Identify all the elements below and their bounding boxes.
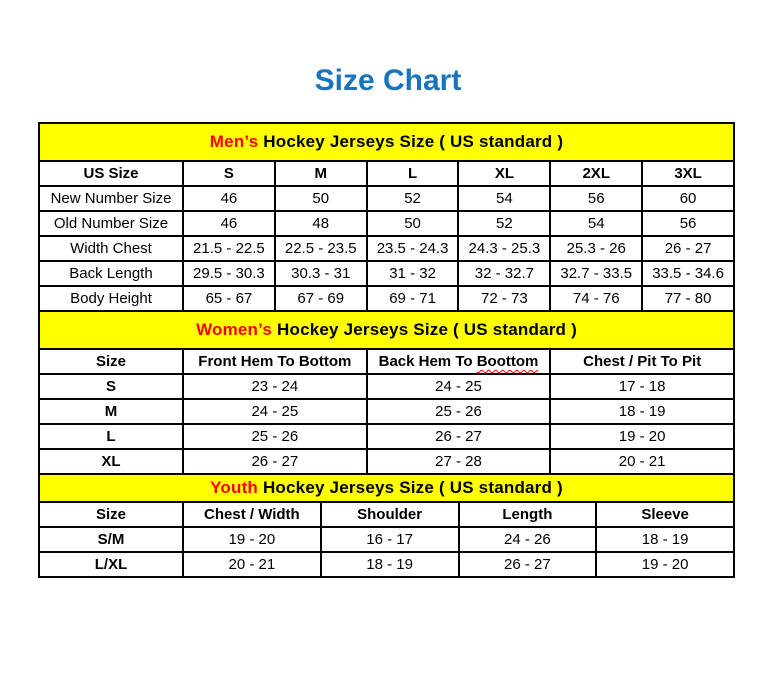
row-label: Width Chest (39, 236, 183, 261)
size-value-cell: 46 (183, 186, 275, 211)
table-row (39, 374, 734, 399)
section-title-highlight: Men’s (209, 132, 259, 151)
size-value-cell: 48 (275, 211, 367, 236)
column-header: 3XL (642, 161, 734, 186)
column-header: S (183, 161, 275, 186)
table-row (39, 527, 734, 552)
column-header-row (39, 161, 734, 186)
column-header: Size (39, 502, 183, 527)
size-value-cell: 52 (367, 186, 459, 211)
size-value-cell: 16 - 17 (321, 527, 459, 552)
section-header-row (39, 311, 734, 349)
youth-size-table (38, 473, 735, 578)
row-label: L/XL (39, 552, 183, 577)
table-row (39, 236, 734, 261)
section-title-highlight: Youth (210, 478, 259, 497)
size-value-cell: 50 (367, 211, 459, 236)
table-row (39, 286, 734, 311)
size-value-cell: 20 - 21 (550, 449, 734, 474)
size-value-cell: 60 (642, 186, 734, 211)
table-row (39, 449, 734, 474)
size-value-cell: 26 - 27 (642, 236, 734, 261)
table-row (39, 399, 734, 424)
size-value-cell: 67 - 69 (275, 286, 367, 311)
size-value-cell: 29.5 - 30.3 (183, 261, 275, 286)
size-value-cell: 65 - 67 (183, 286, 275, 311)
size-value-cell: 19 - 20 (550, 424, 734, 449)
size-value-cell: 69 - 71 (367, 286, 459, 311)
size-value-cell: 30.3 - 31 (275, 261, 367, 286)
table-row (39, 424, 734, 449)
size-value-cell: 54 (550, 211, 642, 236)
size-value-cell: 26 - 27 (367, 424, 551, 449)
row-label: Back Length (39, 261, 183, 286)
section-title-rest: Hockey Jerseys Size ( US standard ) (272, 320, 577, 339)
size-value-cell: 19 - 20 (183, 527, 321, 552)
size-value-cell: 25.3 - 26 (550, 236, 642, 261)
mens-section-header (39, 123, 734, 161)
size-value-cell: 18 - 19 (596, 527, 734, 552)
size-value-cell: 56 (642, 211, 734, 236)
column-header-row (39, 349, 734, 374)
row-label: Old Number Size (39, 211, 183, 236)
size-value-cell: 26 - 27 (459, 552, 597, 577)
row-label: M (39, 399, 183, 424)
column-header: M (275, 161, 367, 186)
table-row (39, 552, 734, 577)
size-value-cell: 74 - 76 (550, 286, 642, 311)
size-value-cell: 25 - 26 (183, 424, 367, 449)
size-value-cell: 25 - 26 (367, 399, 551, 424)
size-chart (38, 122, 735, 578)
size-value-cell: 19 - 20 (596, 552, 734, 577)
column-header: Back Hem To Boottom (367, 349, 551, 374)
youth-section-header (39, 474, 734, 502)
size-value-cell: 31 - 32 (367, 261, 459, 286)
column-header: L (367, 161, 459, 186)
column-header: US Size (39, 161, 183, 186)
row-label: S/M (39, 527, 183, 552)
row-label: L (39, 424, 183, 449)
row-label: XL (39, 449, 183, 474)
size-value-cell: 32.7 - 33.5 (550, 261, 642, 286)
table-row (39, 186, 734, 211)
section-title-rest: Hockey Jerseys Size ( US standard ) (258, 478, 563, 497)
column-header: Front Hem To Bottom (183, 349, 367, 374)
size-value-cell: 22.5 - 23.5 (275, 236, 367, 261)
row-label: Body Height (39, 286, 183, 311)
size-value-cell: 26 - 27 (183, 449, 367, 474)
size-value-cell: 77 - 80 (642, 286, 734, 311)
size-value-cell: 27 - 28 (367, 449, 551, 474)
column-header: Sleeve (596, 502, 734, 527)
size-value-cell: 52 (458, 211, 550, 236)
table-row (39, 211, 734, 236)
column-header-row (39, 502, 734, 527)
size-value-cell: 17 - 18 (550, 374, 734, 399)
column-header: XL (458, 161, 550, 186)
size-value-cell: 33.5 - 34.6 (642, 261, 734, 286)
size-value-cell: 46 (183, 211, 275, 236)
size-value-cell: 24.3 - 25.3 (458, 236, 550, 261)
section-title-rest: Hockey Jerseys Size ( US standard ) (258, 132, 564, 151)
size-value-cell: 23 - 24 (183, 374, 367, 399)
page-title: Size Chart (314, 64, 462, 97)
column-header: Chest / Pit To Pit (550, 349, 734, 374)
size-value-cell: 50 (275, 186, 367, 211)
size-value-cell: 56 (550, 186, 642, 211)
size-value-cell: 24 - 25 (367, 374, 551, 399)
table-row (39, 261, 734, 286)
section-header-row (39, 123, 734, 161)
womens-section-header (39, 311, 734, 349)
column-header: Length (459, 502, 597, 527)
size-value-cell: 21.5 - 22.5 (183, 236, 275, 261)
column-header: Chest / Width (183, 502, 321, 527)
row-label: New Number Size (39, 186, 183, 211)
column-header: 2XL (550, 161, 642, 186)
size-value-cell: 32 - 32.7 (458, 261, 550, 286)
size-value-cell: 72 - 73 (458, 286, 550, 311)
size-value-cell: 18 - 19 (550, 399, 734, 424)
misspelled-word: Boottom (476, 353, 539, 370)
size-value-cell: 23.5 - 24.3 (367, 236, 459, 261)
column-header: Shoulder (321, 502, 459, 527)
column-header: Size (39, 349, 183, 374)
size-value-cell: 18 - 19 (321, 552, 459, 577)
size-value-cell: 20 - 21 (183, 552, 321, 577)
womens-size-table (38, 310, 735, 475)
section-header-row (39, 474, 734, 502)
section-title-highlight: Women’s (196, 320, 273, 339)
size-value-cell: 24 - 26 (459, 527, 597, 552)
row-label: S (39, 374, 183, 399)
size-value-cell: 54 (458, 186, 550, 211)
size-value-cell: 24 - 25 (183, 399, 367, 424)
mens-size-table (38, 122, 735, 312)
